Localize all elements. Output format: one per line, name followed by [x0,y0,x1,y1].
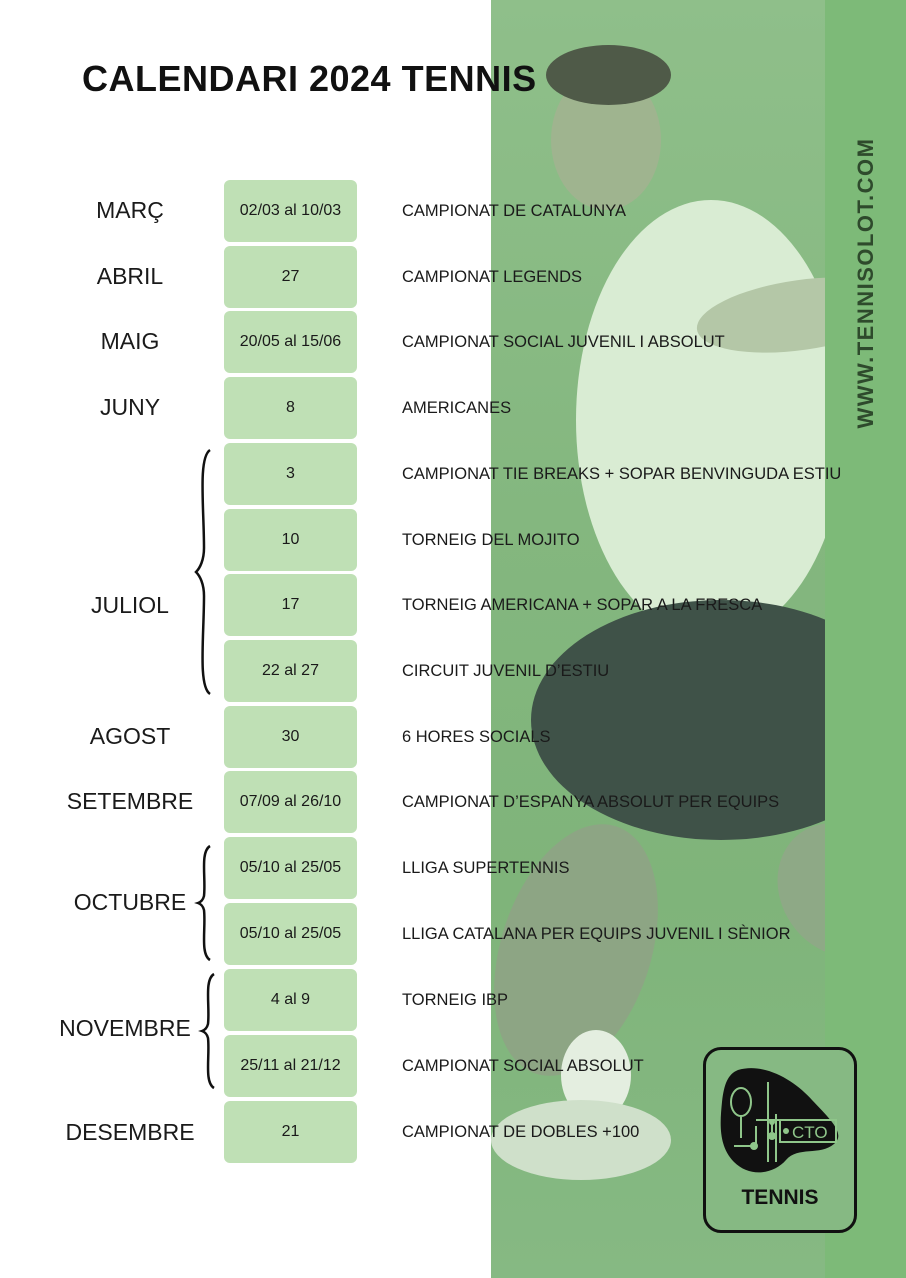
logo-word: TENNIS [741,1186,819,1209]
logo-text: CTO [792,1123,828,1142]
club-logo [703,1047,857,1233]
date-box: 20/05 al 15/06 [224,311,357,373]
event-name: CAMPIONAT SOCIAL ABSOLUT [402,1057,644,1075]
date-box: 8 [224,377,357,439]
date-box: 21 [224,1101,357,1163]
event-name: CAMPIONAT D’ESPANYA ABSOLUT PER EQUIPS [402,793,780,811]
date-box: 3 [224,443,357,505]
player-shirt [576,200,846,640]
event-name: CAMPIONAT DE CATALUNYA [402,202,627,220]
month-label: ABRIL [96,263,164,289]
event-name: CAMPIONAT SOCIAL JUVENIL I ABSOLUT [402,333,725,351]
date-box: 05/10 al 25/05 [224,903,357,965]
brace-icon [192,448,216,696]
month-label: DESEMBRE [65,1119,195,1145]
month-label: MARÇ [96,197,164,223]
date-box: 02/03 al 10/03 [224,180,357,242]
event-name: CAMPIONAT LEGENDS [402,268,583,286]
month-label: NOVEMBRE [59,1015,191,1041]
event-name: AMERICANES [402,399,512,417]
date-box: 22 al 27 [224,640,357,702]
event-name: TORNEIG DEL MOJITO [402,531,580,549]
player-cap [546,45,671,105]
month-label: SETEMBRE [66,788,194,814]
date-box: 30 [224,706,357,768]
date-box: 27 [224,246,357,308]
month-label: JUNY [99,394,161,420]
event-name: 6 HORES SOCIALS [402,728,551,746]
month-label: MAIG [100,328,160,354]
month-label: JULIOL [91,592,169,618]
brace-icon [198,972,220,1090]
date-box: 25/11 al 21/12 [224,1035,357,1097]
event-name: TORNEIG AMERICANA + SOPAR A LA FRESCA [402,596,763,614]
event-name: CAMPIONAT DE DOBLES +100 [402,1123,640,1141]
brace-icon [194,844,216,962]
event-name: TORNEIG IBP [402,991,509,1009]
date-box: 17 [224,574,357,636]
event-name: LLIGA CATALANA PER EQUIPS JUVENIL I SÈNIOR [402,925,791,943]
event-name: CIRCUIT JUVENIL D’ESTIU [402,662,610,680]
page-title: CALENDARI 2024 TENNIS [82,58,537,99]
date-box: 10 [224,509,357,571]
month-label: AGOST [89,723,171,749]
date-box: 05/10 al 25/05 [224,837,357,899]
website-url[interactable]: WWW.TENNISOLOT.COM [853,137,878,429]
date-box: 4 al 9 [224,969,357,1031]
event-name: LLIGA SUPERTENNIS [402,859,570,877]
event-name: CAMPIONAT TIE BREAKS + SOPAR BENVINGUDA ESTIU [402,465,842,483]
date-box: 07/09 al 26/10 [224,771,357,833]
club-logo-icon [716,1062,846,1182]
month-label: OCTUBRE [73,889,187,915]
